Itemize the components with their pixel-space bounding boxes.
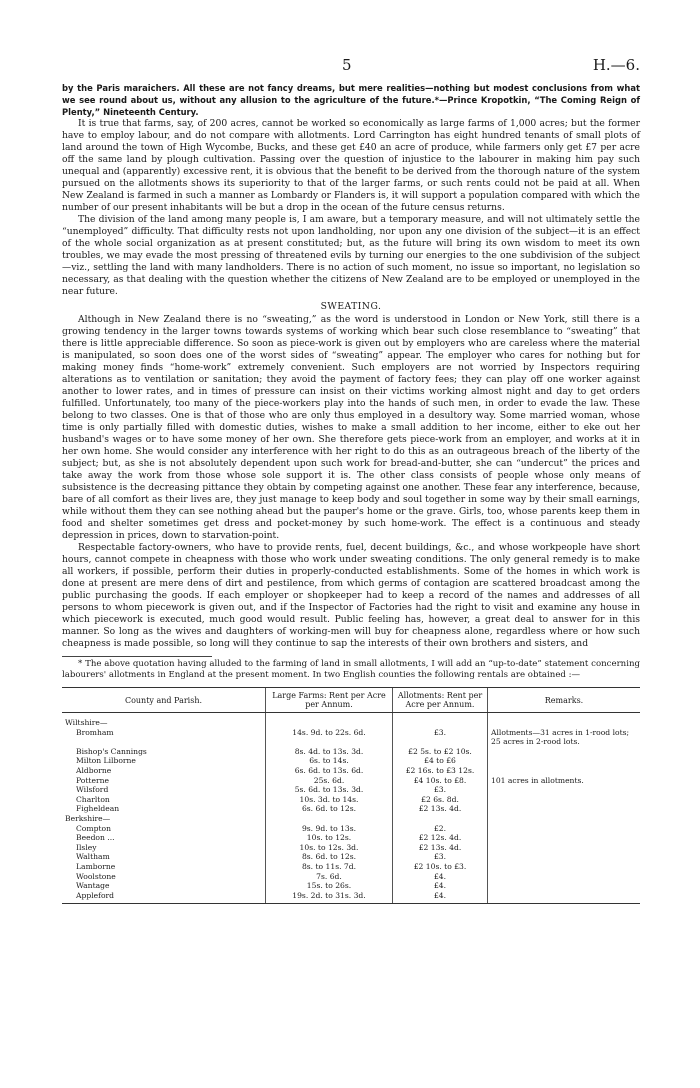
table-row (62, 814, 640, 824)
header-remarks: Remarks. (488, 688, 641, 713)
cell-large-farm-rent: 6s. 6d. to 13s. 6d. (266, 766, 393, 776)
cell-remarks (488, 824, 641, 834)
table-row (62, 728, 640, 747)
cell-large-farm-rent: 15s. to 26s. (266, 881, 393, 891)
cell-allotment-rent: £2 13s. 4d. (393, 804, 488, 814)
cell-county: Wantage (76, 881, 110, 891)
header-large-farms: Large Farms: Rent per Acre per Annum. (266, 688, 393, 713)
table-row (62, 795, 640, 805)
paragraph-farms: It is true that farms, say, of 200 acres, cannot be worked so economically as large farms of 1,000 acres; but the former have to employ labour, and do not compare with allotments. Lord Carrington has eight hundred tenants of small plots of land around the town of High Wycombe, Bucks, and these get £40 an acre of produce, while farmers only get £7 per acre off the same land by plough cultivation. Passing over the question of injustice to the labourer in making him pay such unequal and (apparently) excessive rent, it is obvious that the benefit to be derived from the thorough nature of the system pursued on the allotments shows its superiority to that of the larger farms, or such rents could not be paid at all. When New Zealand is farmed in such a manner as Lombardy or Flanders is, it will support a population compared with which the number of our present inhabitants will be but a drop in the ocean of the future census returns. (62, 118, 640, 213)
cell-county: Wiltshire— (65, 718, 108, 727)
cell-large-farm-rent: 10s. 3d. to 14s. (266, 795, 393, 805)
header-allotments: Allotments: Rent per Acre per Annum. (393, 688, 488, 713)
cell-large-farm-rent: 25s. 6d. (266, 776, 393, 786)
cell-remarks (488, 713, 641, 728)
cell-allotment-rent: £3. (393, 852, 488, 862)
cell-allotment-rent: £4 10s. to £8. (393, 776, 488, 786)
paragraph-factory-owners: Respectable factory-owners, who have to provide rents, fuel, decent buildings, &c., and whose workpeople have short hours, cannot compete in cheapness with those who work under sweating conditions. The only general remedy is to make all workers, if possible, perform their duties in properly-conducted establishments. Some of the homes in which work is done at present are mere dens of dirt and pestilence, from which germs of contagion are scattered broadcast among the public purchasing the goods. If each employer or shopkeeper had to keep a record of the names and addresses of all persons to whom piecework is given out, and if the Inspector of Factories had the right to visit and examine any house in which piecework is executed, much good would result. Public feeling has, however, a great deal to answer for in this manner. So long as the wives and daughters of working-men will buy for cheapness alone, regardless where or how such cheapness is made possible, so long will they continue to sap the interests of their own brothers and sisters, and (62, 542, 640, 649)
table-row (62, 891, 640, 904)
cell-county: Appleford (62, 891, 266, 904)
cell-county: Compton (76, 823, 111, 833)
cell-large-farm-rent: 8s. 6d. to 12s. (266, 852, 393, 862)
table-row (62, 785, 640, 795)
cell-county: Ilsley (76, 842, 97, 852)
table-row (62, 872, 640, 882)
cell-allotment-rent: £4. (393, 881, 488, 891)
cell-large-farm-rent: 10s. to 12s. 3d. (266, 843, 393, 853)
table-header-row (62, 688, 640, 713)
cell-county: Beedon ... (76, 833, 115, 843)
cell-large-farm-rent: 5s. 6d. to 13s. 3d. (266, 785, 393, 795)
cell-county: Milton Lilborne (76, 756, 136, 766)
cell-allotment-rent: £2 5s. to £2 10s. (393, 747, 488, 757)
cell-remarks: 101 acres in allotments. (488, 776, 641, 786)
cell-remarks (488, 785, 641, 795)
cell-remarks (488, 852, 641, 862)
paragraph-sweating: Although in New Zealand there is no “sweating,” as the word is understood in London or New York, still there is a growing tendency in the larger towns towards systems of working which bear such close resemblance to “sweating” that there is little appreciable difference. So soon as piece-work is given out by employers who are careless where the material is manipulated, so soon does one of the worst sides of “sweating” appear. The employer who cares for nothing but for making money finds “home-work” extremely convenient. Such employers are not worried by Inspectors requiring alterations as to ventilation or sanitation; they avoid the payment of factory fees; they can play off one worker against another to lower rates, and in times of pressure can insist on their victims working almost night and day to get orders fulfilled. Unfortunately, too many of the piece-workers play into the hands of such men, in order to evade the law. These belong to two classes. One is that of those who are only thus employed in a desultory way. Some married woman, whose time is only partially filled with domestic duties, wishes to make a small addition to her income, either to eke out her husband's wages or to have some money of her own. She therefore gets piece-work from an employer, and works at it in her own home. She would consider any interference with her right to do this as an outrageous breach of the liberty of the subject; but, as she is not absolutely dependent upon such work for bread-and-butter, she can “undercut” the prices and take away the work from those whose sole support it is. The other class consists of people whose only means of subsistence is the decreasing pittance they obtain by competing against one another. These fear any interference, because, bare of all comfort as their lives are, they just manage to keep body and soul together in some way by their small earnings, while without them they can see nothing ahead but the pauper's home or the grave. Girls, too, whose parents keep them in food and shelter sometimes get dress and pocket-money by such home-work. The effect is a continuous and steady depression in prices, down to starvation-point. (62, 314, 640, 541)
cell-remarks (488, 795, 641, 805)
cell-county: Woolstone (76, 871, 116, 881)
table-body (62, 713, 640, 904)
cell-large-farm-rent (266, 713, 393, 728)
cell-large-farm-rent: 14s. 9d. to 22s. 6d. (266, 728, 393, 747)
table-row (62, 776, 640, 786)
document-page (62, 56, 640, 904)
cell-allotment-rent: £4. (393, 891, 488, 904)
footnote-divider (62, 656, 212, 657)
quotation-ending: by the Paris maraichers. All these are not fancy dreams, but mere realities—nothing but modest conclusions from what we see round about us, without any allusion to the agriculture of the future.*—Prince Kropotkin, “The Coming Reign of Plenty,” Nineteenth Century. (62, 83, 640, 117)
cell-remarks (488, 747, 641, 757)
cell-large-farm-rent: 7s. 6d. (266, 872, 393, 882)
header-county: County and Parish. (62, 688, 266, 713)
paragraph-land-division: The division of the land among many people is, I am aware, but a temporary measure, and will not ultimately settle the “unemployed” difficulty. That difficulty rests not upon landholding, nor upon any one division of the subject—it is an effect of the whole social organization as at present constituted; but, as the future will bring its own wisdom to meet its own troubles, we may evade the most pressing of threatened evils by turning our energies to the one subdivision of the subject—viz., settling the land with many landholders. There is no action of such moment, no issue so important, no legislation so necessary, as that dealing with the question whether the citizens of New Zealand are to be employed or unemployed in the near future. (62, 214, 640, 297)
table-row (62, 824, 640, 834)
allotments-rent-table (62, 687, 640, 904)
cell-remarks (488, 804, 641, 814)
cell-large-farm-rent: 6s. to 14s. (266, 756, 393, 766)
table-row (62, 862, 640, 872)
cell-allotment-rent: £2 13s. 4d. (393, 843, 488, 853)
table-row (62, 843, 640, 853)
cell-county: Waltham (76, 852, 110, 862)
table-row (62, 881, 640, 891)
cell-large-farm-rent: 8s. to 11s. 7d. (266, 862, 393, 872)
cell-large-farm-rent: 8s. 4d. to 13s. 3d. (266, 747, 393, 757)
cell-allotment-rent: £4. (393, 872, 488, 882)
cell-remarks (488, 756, 641, 766)
cell-remarks: Allotments—31 acres in 1-rood lots; 25 acres in 2-rood lots. (488, 728, 641, 747)
section-heading-sweating: SWEATING. (320, 301, 382, 312)
cell-large-farm-rent: 6s. 6d. to 12s. (266, 804, 393, 814)
cell-large-farm-rent (266, 814, 393, 824)
cell-county: Figheldean (76, 804, 120, 814)
cell-remarks (488, 833, 641, 843)
table-row (62, 852, 640, 862)
table-row (62, 833, 640, 843)
cell-county: Lamborne (76, 861, 116, 871)
cell-remarks (488, 872, 641, 882)
document-reference: H.—6. (592, 56, 640, 74)
cell-county: Berkshire— (65, 813, 111, 823)
cell-allotment-rent: £2 16s. to £3 12s. (393, 766, 488, 776)
table-row (62, 747, 640, 757)
cell-allotment-rent: £2 12s. 4d. (393, 833, 488, 843)
cell-county: Aldborne (76, 765, 112, 775)
cell-allotment-rent (393, 814, 488, 824)
cell-remarks (488, 881, 641, 891)
page-header (62, 56, 640, 82)
cell-allotment-rent: £2. (393, 824, 488, 834)
cell-county: Potterne (76, 775, 109, 785)
table-row (62, 756, 640, 766)
table-row (62, 804, 640, 814)
table-row (62, 766, 640, 776)
cell-large-farm-rent: 10s. to 12s. (266, 833, 393, 843)
cell-county: Wilsford (76, 785, 109, 795)
cell-county: Charlton (76, 794, 110, 804)
cell-remarks (488, 891, 641, 904)
cell-remarks (488, 766, 641, 776)
cell-large-farm-rent: 19s. 2d. to 31s. 3d. (266, 891, 393, 904)
page-number: 5 (342, 56, 352, 74)
cell-allotment-rent (393, 713, 488, 728)
cell-allotment-rent: £2 10s. to £3. (393, 862, 488, 872)
cell-county: Bishop's Cannings (76, 746, 147, 756)
footnote: * The above quotation having alluded to the farming of land in small allotments, I will add an “up-to-date” statement concerning labourers' allotments in England at the present moment. In two English counties the following rentals are obtained :— (62, 659, 640, 680)
cell-remarks (488, 862, 641, 872)
cell-allotment-rent: £3. (393, 728, 488, 747)
cell-county: Bromham (76, 727, 114, 737)
cell-allotment-rent: £2 6s. 8d. (393, 795, 488, 805)
cell-remarks (488, 843, 641, 853)
cell-large-farm-rent: 9s. 9d. to 13s. (266, 824, 393, 834)
cell-remarks (488, 814, 641, 824)
cell-allotment-rent: £3. (393, 785, 488, 795)
table-row (62, 713, 640, 728)
cell-allotment-rent: £4 to £6 (393, 756, 488, 766)
